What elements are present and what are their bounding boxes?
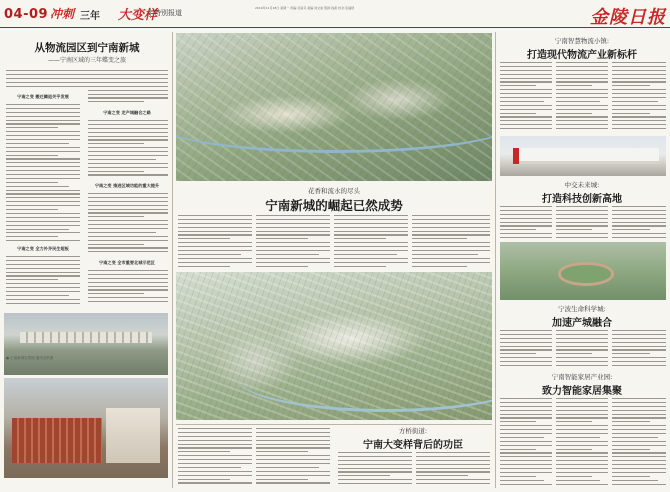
left-photo-caption: ● 宁南新城实景图 通讯员供图 [6,356,54,360]
center-text-col-2 [256,215,330,269]
section-brand [50,4,205,22]
right-headline-1: 打造现代物流产业新标杆 [527,50,637,61]
right-headline-4: 致力智能家居集聚 [542,386,622,397]
right-kicker-4: 宁南智能家居产业园: [551,373,613,381]
center-text-col-3 [334,215,408,269]
bottom-text-col-2 [256,428,330,488]
column-divider-right [495,32,496,488]
dateline: 2019年11月18日 星期一 责编:章丽芬 美编:刘文旭 照排:钱燕 校对:张福财 [255,6,355,10]
river-line [176,93,492,153]
center-bottom-divider [176,424,492,425]
left-subhead-4: 宁南之变 全力补齐民生短板 [17,246,69,251]
center-aerial-photo-bottom [176,272,492,420]
right-text-1c [612,62,666,134]
bottom-text-col-4 [416,452,490,488]
left-col-b-text-2 [88,193,168,257]
left-col-b-text-top [88,78,168,106]
right-kicker-2: 中交未来城: [564,181,600,189]
river-line-2 [236,342,492,412]
bottom-kicker: 方桥街道: [398,427,428,435]
left-photo-factory [4,378,168,478]
right-text-3b [556,330,608,368]
center-text-col-1 [178,215,252,269]
bottom-headline: 宁南大变样背后的功臣 [363,440,463,451]
left-headline: 从物流园区到宁南新城 [34,42,140,54]
masthead-logo: 金陵日报 [590,7,666,28]
right-kicker-1: 宁南智慧物流小镇: [554,37,610,45]
brand-section-label: 特别报道 [150,8,182,18]
left-photo-river [4,313,168,375]
page-header [0,0,670,28]
left-subhead-1: 宁南之变 搬迁腾退关乎发展 [17,94,69,99]
right-text-4a [500,398,552,488]
left-subhead-2: 宁南之变 走产城融合之路 [103,110,151,115]
right-kicker-3: 宁波生命科学城: [558,305,606,313]
left-col-b-text-3 [88,270,168,306]
right-text-1b [556,62,608,134]
right-headline-3: 加速产城融合 [552,318,612,329]
right-photo-campus [500,242,666,300]
brand-big-change: 大变样 [118,8,158,23]
center-aerial-photo-top [176,33,492,181]
page-number: 04-09 [4,7,49,22]
right-text-1a [500,62,552,134]
right-text-2a [500,206,552,240]
right-text-3a [500,330,552,368]
left-subhead-5: 宁南之变 全市重要北城示范区 [99,260,155,265]
bottom-text-col-1 [178,428,252,488]
left-col-a-text-2 [6,256,80,306]
right-text-4b [556,398,608,488]
left-subheadline: ——宁南区域的三年蝶变之旅 [47,57,126,64]
column-divider-left [172,32,173,488]
brand-sprint: 冲刺 [50,7,75,21]
right-text-2b [556,206,608,240]
center-headline: 宁南新城的崛起已然成势 [265,198,403,213]
right-text-3c [612,330,666,368]
bottom-text-col-3 [338,452,412,488]
center-text-col-4 [412,215,490,269]
left-col-b-text [88,120,168,180]
left-subhead-3: 宁南之变 推进区域功能的重大提升 [94,183,160,188]
right-text-4c [612,398,666,488]
left-col-a-text [6,104,80,244]
brand-three-years: 三年 [80,11,100,22]
center-kicker: 花香和流水的尽头 [308,187,360,195]
right-text-2c [612,206,666,240]
right-photo-warehouse [500,136,666,176]
right-headline-2: 打造科技创新高地 [542,194,622,205]
